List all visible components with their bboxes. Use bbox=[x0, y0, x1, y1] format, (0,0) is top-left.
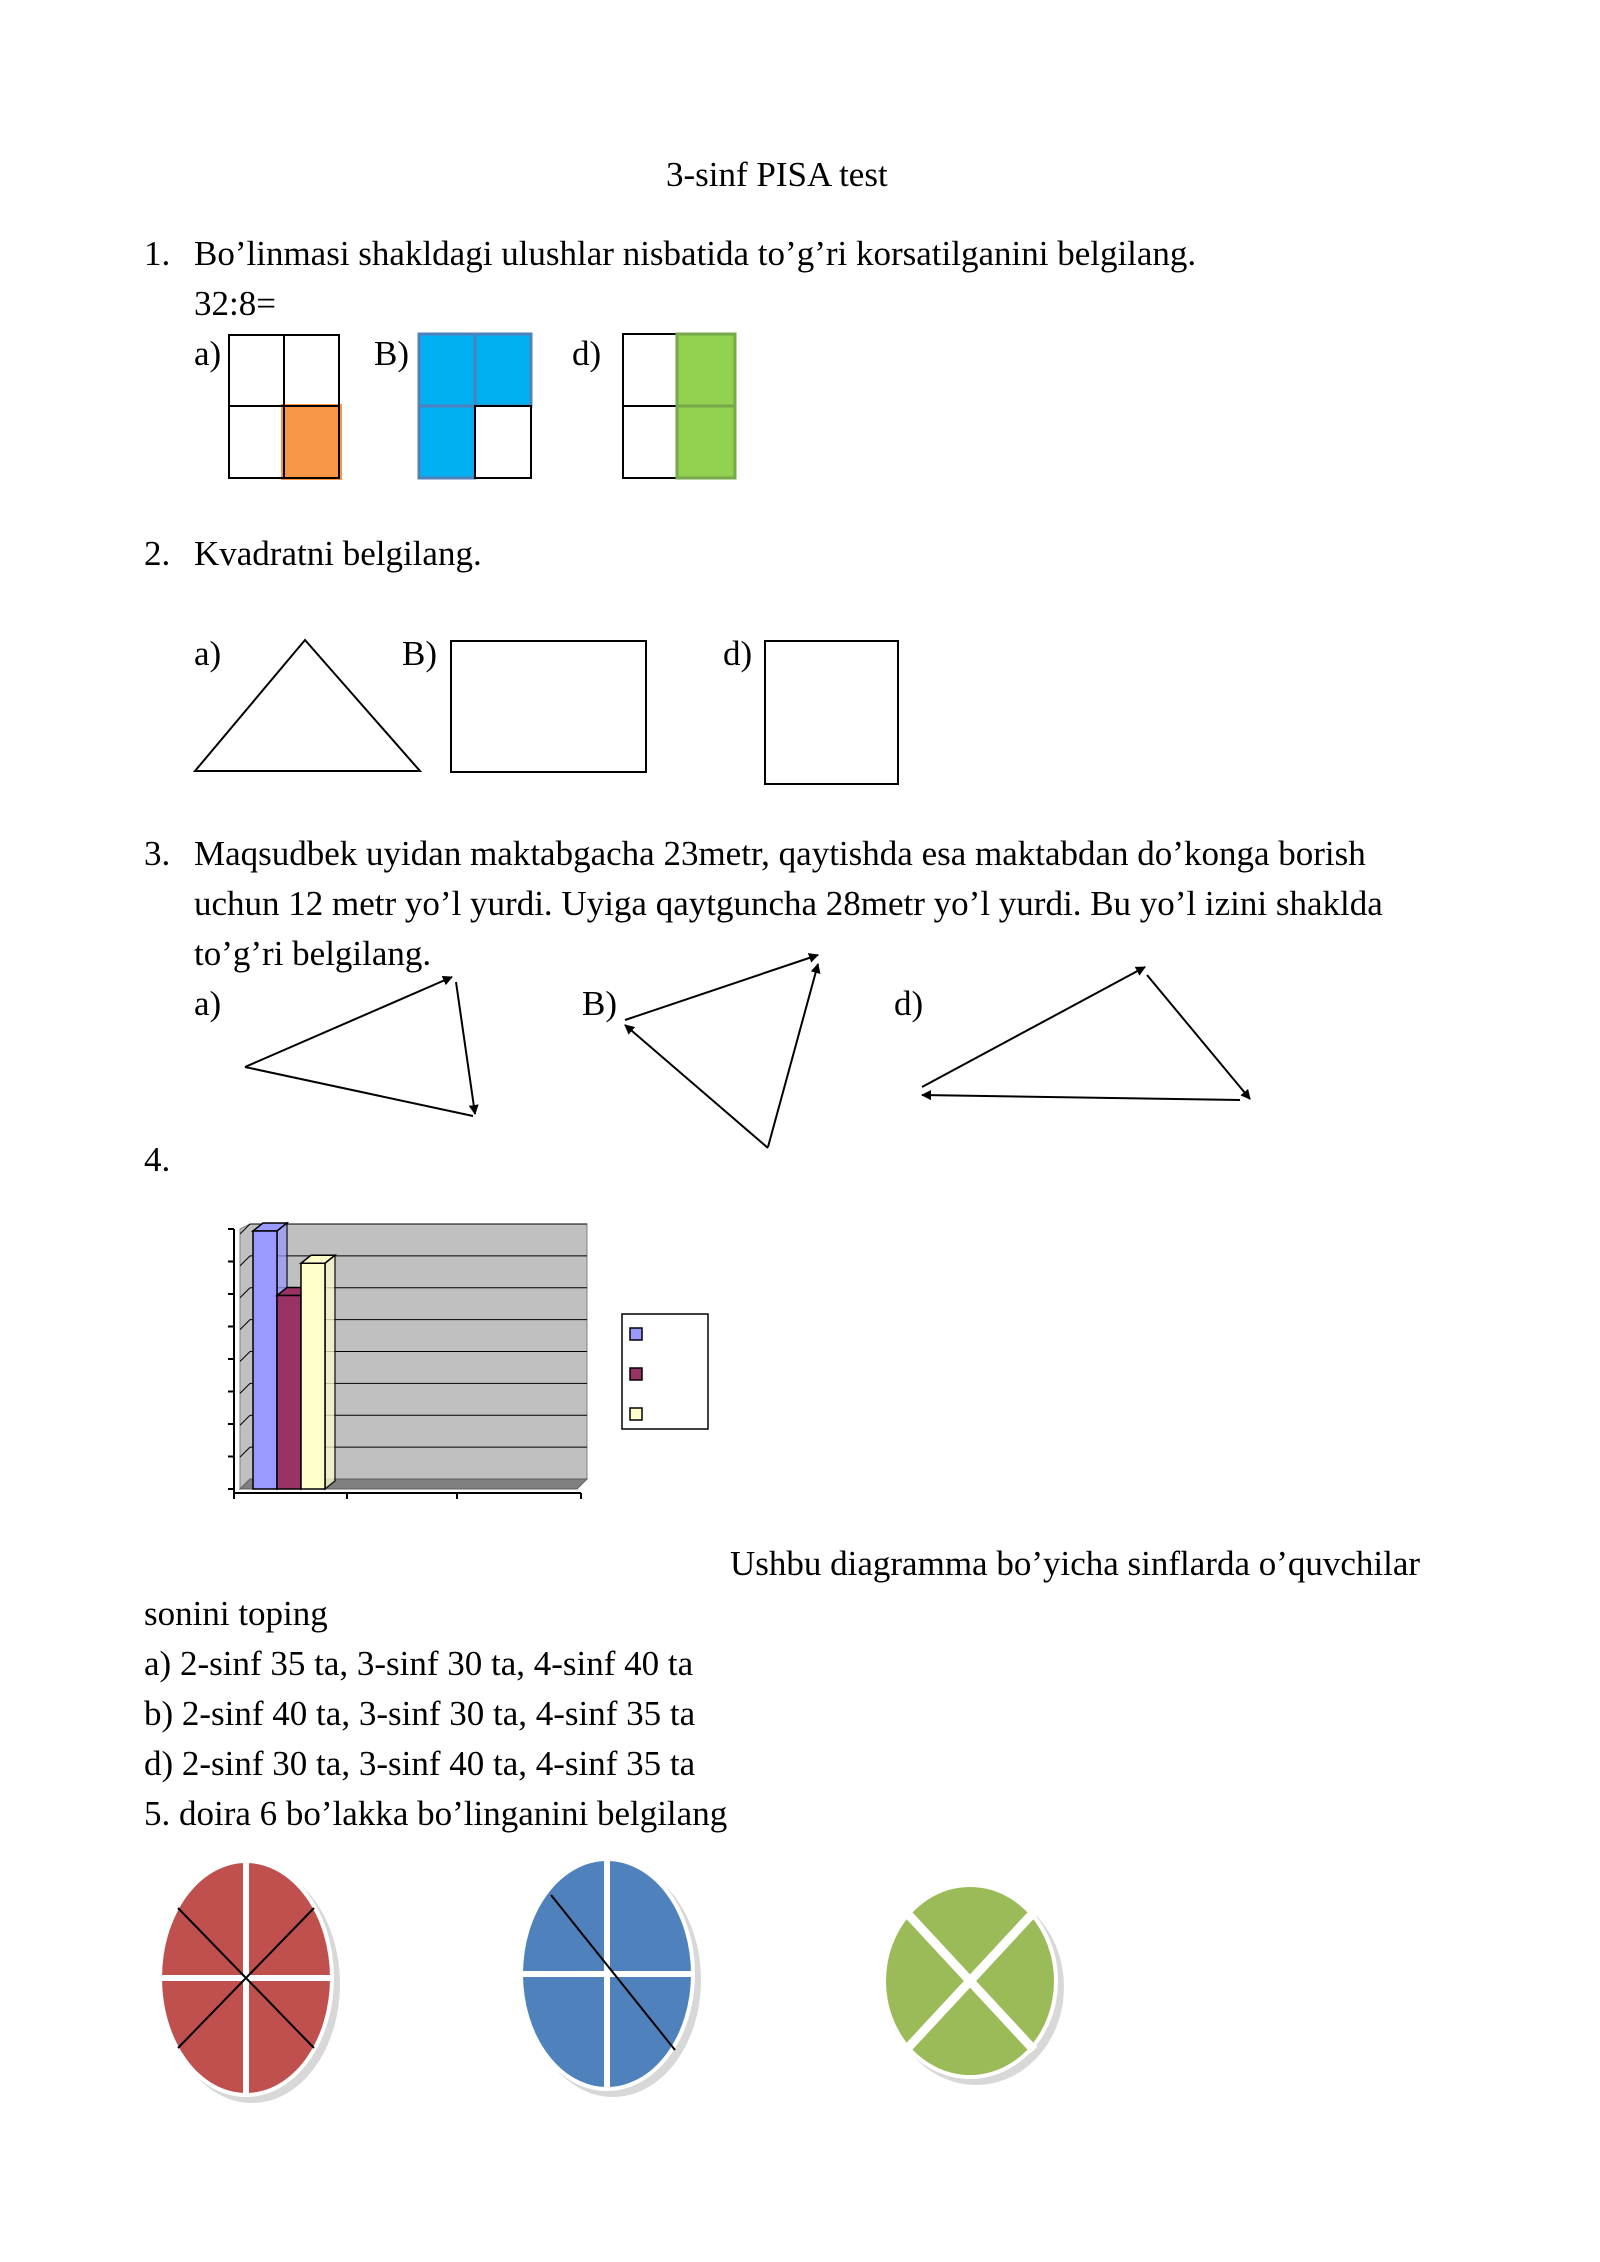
chart-bar bbox=[301, 1263, 325, 1489]
page-title: 3-sinf PISA test bbox=[666, 155, 888, 194]
chart-bar bbox=[277, 1296, 301, 1490]
q3-path-diagrams bbox=[0, 940, 1300, 1160]
q3-option-d-label[interactable]: d) bbox=[894, 984, 924, 1023]
q5-text: 5. doira 6 bo’lakka bo’linganini belgilang bbox=[144, 1794, 728, 1833]
chart-legend-swatch bbox=[630, 1408, 642, 1420]
q2-text: Kvadratni belgilang. bbox=[194, 534, 482, 573]
q2-square[interactable] bbox=[764, 640, 900, 786]
grid-cell-shaded bbox=[419, 406, 475, 478]
q1-expression: 32:8= bbox=[194, 284, 276, 323]
chart-legend-swatch bbox=[630, 1328, 642, 1340]
q4-number: 4. bbox=[144, 1140, 171, 1179]
q4-answer-a[interactable]: a) 2-sinf 35 ta, 3-sinf 30 ta, 4-sinf 40 ta bbox=[144, 1644, 694, 1683]
grid-cell-shaded bbox=[419, 334, 475, 406]
q2-number: 2. bbox=[144, 534, 171, 573]
q2-option-d-label[interactable]: d) bbox=[723, 634, 753, 673]
q5-circle-a[interactable] bbox=[148, 1858, 348, 2113]
q5-circle-c[interactable] bbox=[876, 1880, 1072, 2090]
q2-option-a-label[interactable]: a) bbox=[194, 634, 222, 673]
q1-number: 1. bbox=[144, 234, 171, 273]
chart-legend-swatch bbox=[630, 1368, 642, 1380]
q2-triangle[interactable] bbox=[192, 638, 422, 774]
q1-grid-b[interactable] bbox=[417, 332, 533, 482]
grid-cell-shaded bbox=[475, 334, 531, 406]
q1-grid-d[interactable] bbox=[621, 332, 739, 482]
q3-option-b-label[interactable]: B) bbox=[582, 984, 617, 1023]
q3-path-d[interactable] bbox=[922, 967, 1250, 1100]
q4-answer-b[interactable]: b) 2-sinf 40 ta, 3-sinf 30 ta, 4-sinf 35 ta bbox=[144, 1694, 696, 1733]
q1-option-b-label[interactable]: B) bbox=[374, 334, 409, 373]
q4-text-line-2: sonini toping bbox=[144, 1594, 328, 1633]
q1-grid-a[interactable] bbox=[228, 334, 343, 480]
chart-bar bbox=[253, 1231, 277, 1489]
q3-number: 3. bbox=[144, 834, 171, 873]
q4-answer-d[interactable]: d) 2-sinf 30 ta, 3-sinf 40 ta, 4-sinf 35 ta bbox=[144, 1744, 696, 1783]
q1-text: Bo’linmasi shakldagi ulushlar nisbatida to’g’ri korsatilganini belgilang. bbox=[194, 234, 1197, 273]
q1-option-d-label[interactable]: d) bbox=[572, 334, 602, 373]
q2-rectangle[interactable] bbox=[450, 640, 648, 774]
q4-text-line-1: Ushbu diagramma bo’yicha sinflarda o’quvchilar bbox=[730, 1544, 1421, 1583]
q3-line-3: to’g’ri belgilang. bbox=[194, 934, 432, 973]
q3-line-1: Maqsudbek uyidan maktabgacha 23metr, qaytishda esa maktabdan do’konga borish bbox=[194, 834, 1366, 873]
q3-option-a-label[interactable]: a) bbox=[194, 984, 222, 1023]
grid-cell-shaded bbox=[281, 404, 342, 480]
q4-bar-chart bbox=[222, 1224, 722, 1514]
grid-cell bbox=[475, 406, 531, 478]
q3-line-2: uchun 12 metr yo’l yurdi. Uyiga qaytguncha 28metr yo’l yurdi. Bu yo’l izini shaklda bbox=[194, 884, 1383, 923]
q3-path-a[interactable] bbox=[245, 977, 475, 1116]
q2-option-b-label[interactable]: B) bbox=[402, 634, 437, 673]
q3-path-b[interactable] bbox=[625, 955, 818, 1148]
chart-bar-side bbox=[325, 1255, 335, 1489]
q5-circle-b[interactable] bbox=[513, 1855, 713, 2105]
q1-option-a-label[interactable]: a) bbox=[194, 334, 222, 373]
